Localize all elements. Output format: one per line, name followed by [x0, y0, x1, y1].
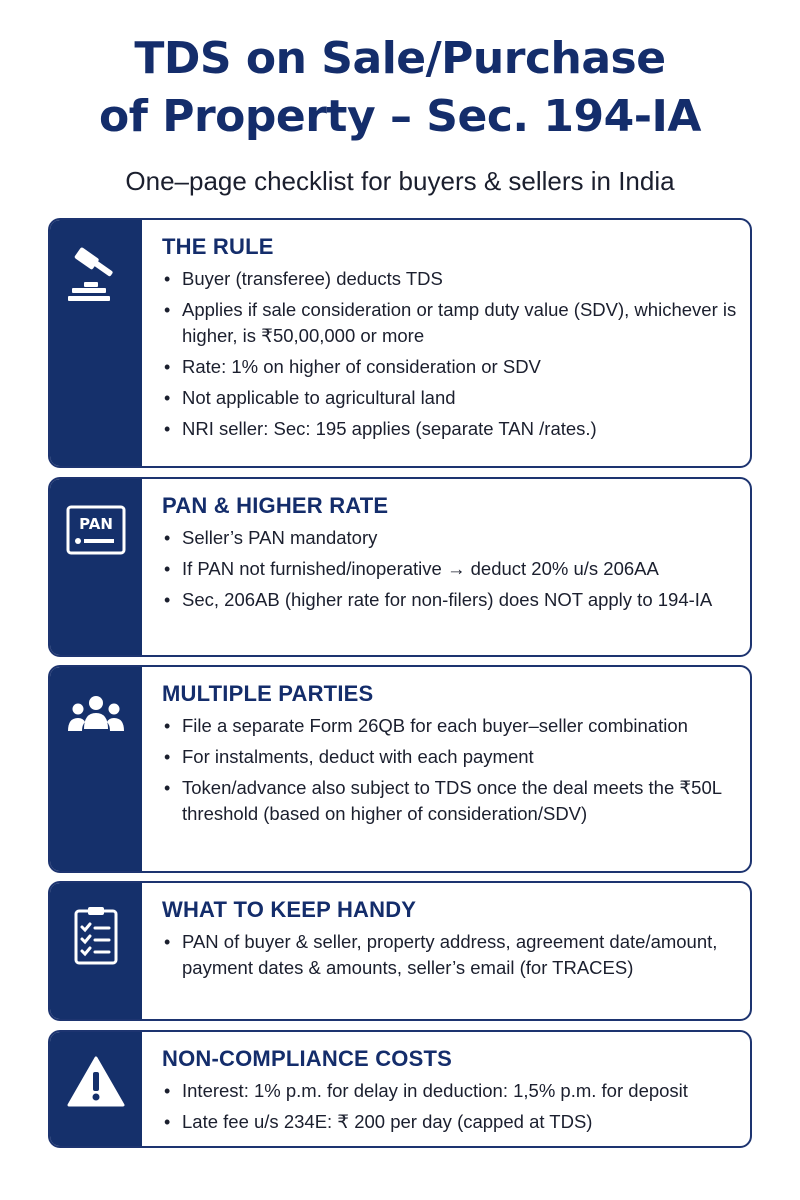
section-non-compliance-costs	[48, 1030, 752, 1148]
section-what-to-keep-handy	[48, 881, 752, 1021]
list-item: • NRI seller: Sec: 195 applies (separate TAN /rates.)	[162, 416, 738, 442]
section-heading: WHAT TO KEEP HANDY	[162, 897, 417, 922]
section-heading: PAN & HIGHER RATE	[162, 493, 389, 518]
warning-icon	[66, 1054, 126, 1110]
section-icon-panel	[50, 883, 142, 1019]
list-item: • Sec, 206AB (higher rate for non-filers) does NOT apply to 194-IA	[162, 587, 738, 613]
section-heading: MULTIPLE PARTIES	[162, 681, 374, 706]
list-item: • If PAN not furnished/inoperative → deduct 20% u/s 206AA	[162, 556, 738, 582]
group-icon	[64, 689, 128, 745]
checklist-icon	[68, 905, 124, 969]
section-heading: NON-COMPLIANCE COSTS	[162, 1046, 452, 1071]
gavel-icon	[62, 242, 130, 310]
section-icon-panel	[50, 1032, 142, 1146]
section-icon-panel	[50, 667, 142, 871]
list-item: • Interest: 1% p.m. for delay in deduction: 1,5% p.m. for deposit	[162, 1078, 738, 1104]
title-line-2: of Property – Sec. 194-IA	[99, 91, 701, 142]
section-multiple-parties	[48, 665, 752, 873]
list-item: • For instalments, deduct with each payment	[162, 744, 738, 770]
bullet-list	[162, 525, 738, 613]
list-item: • PAN of buyer & seller, property address, agreement date/amount, payment dates & amounts, seller’s email (for TRACES)	[162, 929, 738, 981]
list-item: • Late fee u/s 234E: ₹ 200 per day (capped at TDS)	[162, 1109, 738, 1135]
list-item: • Rate: 1% on higher of consideration or SDV	[162, 354, 738, 380]
bullet-list	[162, 266, 738, 442]
title-line-1: TDS on Sale/Purchase	[134, 33, 666, 84]
list-item: • Seller’s PAN mandatory	[162, 525, 738, 551]
page-title	[0, 30, 800, 146]
section-the-rule	[48, 218, 752, 468]
list-item: • Buyer (transferee) deducts TDS	[162, 266, 738, 292]
bullet-list	[162, 929, 738, 981]
list-item: • Applies if sale consideration or tamp duty value (SDV), whichever is higher, is ₹50,00,000 or more	[162, 297, 738, 349]
bullet-list	[162, 713, 738, 827]
subtitle: One–page checklist for buyers & sellers in India	[125, 166, 675, 196]
pan-card-label: PAN	[79, 515, 113, 533]
list-item: • Not applicable to agricultural land	[162, 385, 738, 411]
pan-card-icon	[64, 501, 128, 561]
section-icon-panel	[50, 479, 142, 655]
bullet-list	[162, 1078, 738, 1135]
section-icon-panel	[50, 220, 142, 466]
list-item: • Token/advance also subject to TDS once the deal meets the ₹50L threshold (based on higher of consideration/SDV)	[162, 775, 738, 827]
section-heading: THE RULE	[162, 234, 274, 259]
list-item: • File a separate Form 26QB for each buyer–seller combination	[162, 713, 738, 739]
section-pan-higher-rate	[48, 477, 752, 657]
